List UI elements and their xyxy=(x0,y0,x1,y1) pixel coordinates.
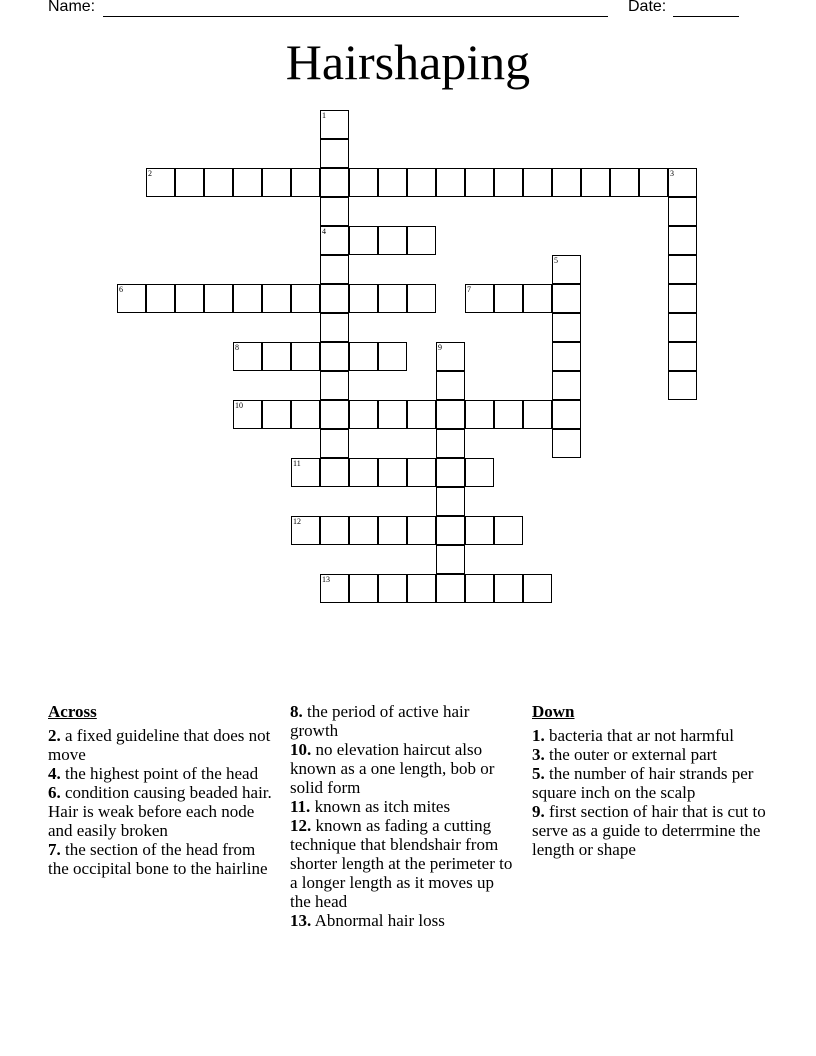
crossword-cell[interactable] xyxy=(262,342,291,371)
crossword-cell[interactable] xyxy=(378,516,407,545)
crossword-cell[interactable] xyxy=(320,313,349,342)
crossword-cell[interactable] xyxy=(436,400,465,429)
name-label: Name: xyxy=(48,0,96,15)
crossword-cell[interactable] xyxy=(320,284,349,313)
clue-down-9 xyxy=(532,802,768,859)
crossword-cell[interactable] xyxy=(668,284,697,313)
crossword-cell[interactable] xyxy=(407,516,436,545)
crossword-cell[interactable] xyxy=(552,371,581,400)
crossword-cell[interactable] xyxy=(291,168,320,197)
crossword-cell[interactable] xyxy=(436,371,465,400)
crossword-cell[interactable] xyxy=(552,429,581,458)
clue-number: 5. xyxy=(532,764,545,783)
crossword-cell[interactable] xyxy=(320,197,349,226)
clue-across-4 xyxy=(48,764,280,783)
clue-text: the period of active hair growth xyxy=(290,702,470,740)
clue-across-6 xyxy=(48,783,280,840)
down-heading: Down xyxy=(532,702,575,721)
crossword-cell[interactable] xyxy=(436,516,465,545)
clue-across-11 xyxy=(290,797,518,816)
crossword-cell[interactable] xyxy=(407,284,436,313)
crossword-cell[interactable] xyxy=(320,458,349,487)
cell-number: 6 xyxy=(119,285,123,294)
clue-number: 9. xyxy=(532,802,545,821)
clue-number: 10. xyxy=(290,740,312,759)
crossword-cell[interactable] xyxy=(407,168,436,197)
crossword-cell[interactable] xyxy=(320,255,349,284)
clue-text: first section of hair that is cut to serve as a guide to deterrmine the length or shape xyxy=(532,802,766,859)
clue-number: 7. xyxy=(48,840,61,859)
crossword-cell[interactable] xyxy=(523,168,552,197)
clue-text: a fixed guideline that does not move xyxy=(48,726,271,764)
crossword-cell[interactable] xyxy=(552,168,581,197)
crossword-cell[interactable] xyxy=(407,574,436,603)
crossword-cell[interactable] xyxy=(262,168,291,197)
cell-number: 13 xyxy=(322,575,330,584)
crossword-cell[interactable] xyxy=(552,400,581,429)
crossword-cell[interactable] xyxy=(175,284,204,313)
cell-number: 10 xyxy=(235,401,243,410)
crossword-cell[interactable] xyxy=(436,429,465,458)
date-label: Date: xyxy=(628,0,667,15)
crossword-cell[interactable] xyxy=(465,516,494,545)
crossword-cell[interactable] xyxy=(320,516,349,545)
crossword-cell[interactable] xyxy=(291,400,320,429)
crossword-cell[interactable] xyxy=(465,284,494,313)
crossword-cell[interactable] xyxy=(668,342,697,371)
crossword-cell[interactable] xyxy=(465,458,494,487)
crossword-cell[interactable] xyxy=(436,458,465,487)
clue-number: 4. xyxy=(48,764,61,783)
down-column xyxy=(532,702,768,859)
crossword-cell[interactable] xyxy=(320,371,349,400)
crossword-cell[interactable] xyxy=(639,168,668,197)
crossword-cell[interactable] xyxy=(378,168,407,197)
across-heading: Across xyxy=(48,702,97,721)
crossword-cell[interactable] xyxy=(117,284,146,313)
cell-number: 12 xyxy=(293,517,301,526)
crossword-cell[interactable] xyxy=(349,516,378,545)
crossword-cell[interactable] xyxy=(378,226,407,255)
crossword-cell[interactable] xyxy=(320,226,349,255)
clue-text: Abnormal hair loss xyxy=(314,911,445,930)
crossword-cell[interactable] xyxy=(262,400,291,429)
clue-across-13 xyxy=(290,911,518,930)
clue-text: known as fading a cutting technique that blendshair from shorter length at the perimeter to a longer length as it moves up the head xyxy=(290,816,513,911)
crossword-cell[interactable] xyxy=(262,284,291,313)
crossword-cell[interactable] xyxy=(407,458,436,487)
cell-number: 2 xyxy=(148,169,152,178)
across-column-2 xyxy=(290,702,518,930)
crossword-cell[interactable] xyxy=(494,284,523,313)
crossword-cell[interactable] xyxy=(436,545,465,574)
clue-number: 12. xyxy=(290,816,312,835)
crossword-cell[interactable] xyxy=(320,342,349,371)
crossword-cell[interactable] xyxy=(204,168,233,197)
crossword-cell[interactable] xyxy=(552,313,581,342)
clue-number: 8. xyxy=(290,702,303,721)
clue-across-12 xyxy=(290,816,518,911)
crossword-cell[interactable] xyxy=(349,458,378,487)
crossword-cell[interactable] xyxy=(291,458,320,487)
crossword-cell[interactable] xyxy=(320,429,349,458)
crossword-cell[interactable] xyxy=(291,516,320,545)
clue-number: 1. xyxy=(532,726,545,745)
crossword-cell[interactable] xyxy=(378,458,407,487)
crossword-cell[interactable] xyxy=(494,516,523,545)
clue-number: 11. xyxy=(290,797,311,816)
cell-number: 9 xyxy=(438,343,442,352)
crossword-cell[interactable] xyxy=(581,168,610,197)
cell-number: 1 xyxy=(322,111,326,120)
clue-text: bacteria that ar not harmful xyxy=(549,726,735,745)
crossword-cell[interactable] xyxy=(436,574,465,603)
clue-number: 3. xyxy=(532,745,545,764)
crossword-cell[interactable] xyxy=(668,197,697,226)
clue-down-3 xyxy=(532,745,768,764)
cell-number: 5 xyxy=(554,256,558,265)
crossword-cell[interactable] xyxy=(668,371,697,400)
crossword-cell[interactable] xyxy=(204,284,233,313)
crossword-cell[interactable] xyxy=(233,168,262,197)
crossword-cell[interactable] xyxy=(494,168,523,197)
clue-text: the number of hair strands per square inch on the scalp xyxy=(532,764,754,802)
cell-number: 8 xyxy=(235,343,239,352)
clue-text: known as itch mites xyxy=(314,797,451,816)
clue-number: 6. xyxy=(48,783,61,802)
clue-text: the highest point of the head xyxy=(65,764,259,783)
clue-down-5 xyxy=(532,764,768,802)
crossword-cell[interactable] xyxy=(552,284,581,313)
crossword-cell[interactable] xyxy=(349,284,378,313)
clue-text: the section of the head from the occipital bone to the hairline xyxy=(48,840,268,878)
crossword-cell[interactable] xyxy=(436,168,465,197)
clue-text: the outer or external part xyxy=(549,745,718,764)
clue-across-7 xyxy=(48,840,280,878)
crossword-cell[interactable] xyxy=(349,400,378,429)
clue-across-8 xyxy=(290,702,518,740)
crossword-cell[interactable] xyxy=(320,168,349,197)
crossword-cell[interactable] xyxy=(349,168,378,197)
crossword-cell[interactable] xyxy=(146,284,175,313)
crossword-cell[interactable] xyxy=(668,255,697,284)
crossword-cell[interactable] xyxy=(378,342,407,371)
clue-down-1 xyxy=(532,726,768,745)
clue-text: no elevation haircut also known as a one length, bob or solid form xyxy=(290,740,495,797)
crossword-cell[interactable] xyxy=(349,226,378,255)
crossword-cell[interactable] xyxy=(465,400,494,429)
crossword-cell[interactable] xyxy=(668,226,697,255)
crossword-cell[interactable] xyxy=(320,400,349,429)
crossword-cell[interactable] xyxy=(436,342,465,371)
crossword-cell[interactable] xyxy=(320,139,349,168)
cell-number: 3 xyxy=(670,169,674,178)
crossword-cell[interactable] xyxy=(407,226,436,255)
crossword-cell[interactable] xyxy=(378,574,407,603)
cell-number: 7 xyxy=(467,285,471,294)
crossword-cell[interactable] xyxy=(523,574,552,603)
crossword-cell[interactable] xyxy=(146,168,175,197)
crossword-cell[interactable] xyxy=(465,574,494,603)
clue-text: condition causing beaded hair. Hair is weak before each node and easily broken xyxy=(48,783,272,840)
crossword-cell[interactable] xyxy=(668,168,697,197)
crossword-cell[interactable] xyxy=(233,400,262,429)
crossword-cell[interactable] xyxy=(320,110,349,139)
crossword-cell[interactable] xyxy=(320,574,349,603)
crossword-cell[interactable] xyxy=(668,313,697,342)
page-title: Hairshaping xyxy=(285,34,531,90)
crossword-cell[interactable] xyxy=(407,400,436,429)
clue-across-2 xyxy=(48,726,280,764)
cell-number: 4 xyxy=(322,227,326,236)
crossword-cell[interactable] xyxy=(552,342,581,371)
crossword-cell[interactable] xyxy=(465,168,494,197)
crossword-cell[interactable] xyxy=(494,574,523,603)
crossword-cell[interactable] xyxy=(291,284,320,313)
crossword-cell[interactable] xyxy=(233,342,262,371)
crossword-cell[interactable] xyxy=(349,342,378,371)
crossword-cell[interactable] xyxy=(494,400,523,429)
clue-number: 13. xyxy=(290,911,312,930)
crossword-cell[interactable] xyxy=(552,255,581,284)
clue-across-10 xyxy=(290,740,518,797)
crossword-cell[interactable] xyxy=(523,284,552,313)
across-column-1 xyxy=(48,702,280,878)
crossword-cell[interactable] xyxy=(291,342,320,371)
clue-number: 2. xyxy=(48,726,61,745)
cell-number: 11 xyxy=(293,459,301,468)
crossword-cell[interactable] xyxy=(233,284,262,313)
crossword-cell[interactable] xyxy=(378,400,407,429)
crossword-cell[interactable] xyxy=(436,487,465,516)
crossword-cell[interactable] xyxy=(378,284,407,313)
crossword-cell[interactable] xyxy=(175,168,204,197)
crossword-cell[interactable] xyxy=(610,168,639,197)
crossword-cell[interactable] xyxy=(523,400,552,429)
crossword-cell[interactable] xyxy=(349,574,378,603)
